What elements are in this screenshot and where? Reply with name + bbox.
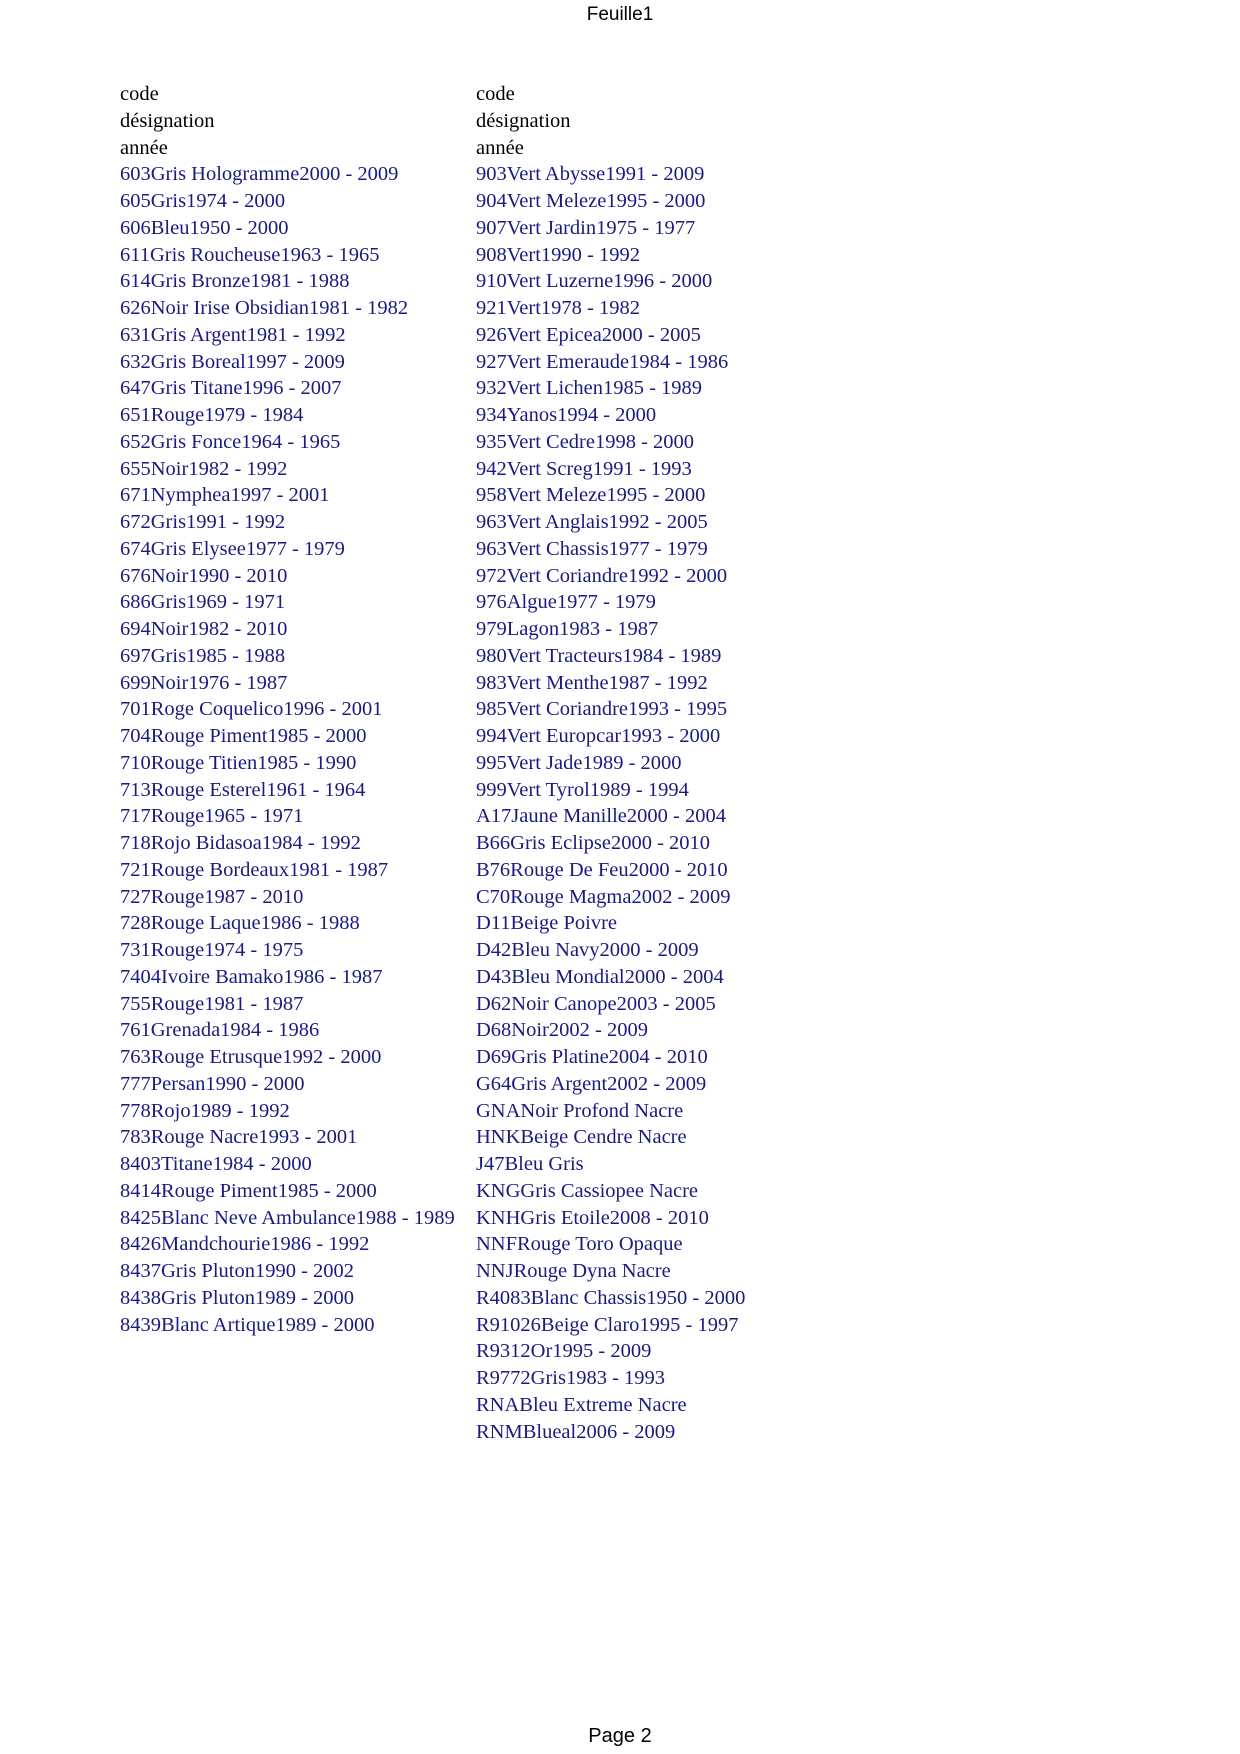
color-code-entry: 963Vert Chassis1977 - 1979 <box>476 537 708 560</box>
color-code-entry: KNGGris Cassiopee Nacre <box>476 1179 699 1202</box>
column-header-code: code <box>476 83 515 105</box>
color-code-entry: R9312Or1995 - 2009 <box>476 1340 652 1363</box>
color-code-entry: 755Rouge1981 - 1987 <box>120 992 304 1015</box>
color-code-entry: 935Vert Cedre1998 - 2000 <box>476 430 695 453</box>
left-column <box>120 81 455 1338</box>
column-header-code: code <box>120 83 159 105</box>
color-code-entry: 783Rouge Nacre1993 - 2001 <box>120 1126 358 1149</box>
color-code-entry: 731Rouge1974 - 1975 <box>120 939 304 961</box>
color-code-entry: 778Rojo1989 - 1992 <box>120 1099 290 1122</box>
color-code-entry: 686Gris1969 - 1971 <box>120 591 286 614</box>
column-header-designation: désignation <box>476 109 571 132</box>
color-code-entry: 632Gris Boreal1997 - 2009 <box>120 350 345 373</box>
color-code-entry: J47Bleu Gris <box>476 1153 584 1175</box>
color-code-entry: 8414Rouge Piment1985 - 2000 <box>120 1179 377 1202</box>
color-code-entry: 647Gris Titane1996 - 2007 <box>120 377 342 400</box>
color-code-entry: 699Noir1976 - 1987 <box>120 671 288 694</box>
color-code-entry: 934Yanos1994 - 2000 <box>476 404 657 426</box>
color-code-entry: 676Noir1990 - 2010 <box>120 564 288 587</box>
color-code-entry: D42Bleu Navy2000 - 2009 <box>476 939 699 961</box>
color-code-entry: 985Vert Coriandre1993 - 1995 <box>476 698 728 721</box>
color-code-entry: 999Vert Tyrol1989 - 1994 <box>476 778 689 801</box>
color-code-entry: NNFRouge Toro Opaque <box>476 1233 683 1256</box>
color-code-entry: 651Rouge1979 - 1984 <box>120 404 304 426</box>
color-code-entry: 701Roge Coquelico1996 - 2001 <box>120 698 383 721</box>
color-code-entry: 8439Blanc Artique1989 - 2000 <box>120 1313 375 1336</box>
color-code-entry: 777Persan1990 - 2000 <box>120 1072 305 1095</box>
right-column <box>476 81 745 1445</box>
color-code-entry: 921Vert1978 - 1982 <box>476 297 640 319</box>
color-code-entry: 674Gris Elysee1977 - 1979 <box>120 537 345 560</box>
color-code-entry: 761Grenada1984 - 1986 <box>120 1019 320 1042</box>
color-code-entry: 8425Blanc Neve Ambulance1988 - 1989 <box>120 1206 455 1229</box>
color-code-entry: 963Vert Anglais1992 - 2005 <box>476 511 708 533</box>
color-code-entry: 908Vert1990 - 1992 <box>476 243 640 266</box>
color-code-entry: 983Vert Menthe1987 - 1992 <box>476 671 708 694</box>
color-code-entry: 694Noir1982 - 2010 <box>120 618 288 640</box>
color-code-entry: 626Noir Irise Obsidian1981 - 1982 <box>120 297 409 319</box>
color-code-entry: D62Noir Canope2003 - 2005 <box>476 992 716 1015</box>
color-code-entry: 704Rouge Piment1985 - 2000 <box>120 725 367 747</box>
color-code-entry: 727Rouge1987 - 2010 <box>120 885 304 908</box>
color-code-entry: 927Vert Emeraude1984 - 1986 <box>476 350 729 373</box>
color-code-entry: B76Rouge De Feu2000 - 2010 <box>476 858 728 881</box>
color-code-entry: 926Vert Epicea2000 - 2005 <box>476 323 701 346</box>
color-code-entry: 907Vert Jardin1975 - 1977 <box>476 216 696 239</box>
color-code-entry: 8426Mandchourie1986 - 1992 <box>120 1233 370 1256</box>
color-code-entry: 611Gris Roucheuse1963 - 1965 <box>120 243 380 266</box>
column-header-designation: désignation <box>120 109 215 132</box>
color-code-entry: HNKBeige Cendre Nacre <box>476 1126 687 1149</box>
color-code-entry: 655Noir1982 - 1992 <box>120 457 288 480</box>
color-code-entry: 652Gris Fonce1964 - 1965 <box>120 430 341 453</box>
color-code-entry: D69Gris Platine2004 - 2010 <box>476 1046 708 1068</box>
color-code-entry: 713Rouge Esterel1961 - 1964 <box>120 778 366 801</box>
column-header-year: année <box>120 136 168 159</box>
color-code-entry: 8437Gris Pluton1990 - 2002 <box>120 1260 355 1282</box>
color-code-entry: 976Algue1977 - 1979 <box>476 591 656 614</box>
color-code-entry: 631Gris Argent1981 - 1992 <box>120 323 346 346</box>
color-code-entry: 717Rouge1965 - 1971 <box>120 805 304 828</box>
color-code-entry: GNANoir Profond Nacre <box>476 1099 684 1122</box>
left-rows-list <box>120 161 455 1338</box>
column-header-year: année <box>476 136 524 159</box>
color-code-entry: 904Vert Meleze1995 - 2000 <box>476 190 706 212</box>
color-code-entry: 603Gris Hologramme2000 - 2009 <box>120 163 399 186</box>
color-code-entry: 942Vert Screg1991 - 1993 <box>476 457 692 480</box>
sheet-title: Feuille1 <box>586 4 654 25</box>
color-code-entry: 903Vert Abysse1991 - 2009 <box>476 163 705 186</box>
color-code-entry: R4083Blanc Chassis1950 - 2000 <box>476 1286 746 1309</box>
color-code-entry: A17Jaune Manille2000 - 2004 <box>476 805 726 828</box>
color-code-entry: 728Rouge Laque1986 - 1988 <box>120 912 360 935</box>
color-code-entry: 718Rojo Bidasoa1984 - 1992 <box>120 832 361 854</box>
color-code-entry: R91026Beige Claro1995 - 1997 <box>476 1313 739 1336</box>
color-code-entry: 972Vert Coriandre1992 - 2000 <box>476 564 728 587</box>
color-code-entry: 606Bleu1950 - 2000 <box>120 216 289 239</box>
color-code-entry: KNHGris Etoile2008 - 2010 <box>476 1206 709 1229</box>
color-code-entry: D43Bleu Mondial2000 - 2004 <box>476 965 724 988</box>
color-code-entry: 671Nymphea1997 - 2001 <box>120 484 330 507</box>
color-code-entry: NNJRouge Dyna Nacre <box>476 1260 671 1282</box>
color-code-entry: 672Gris1991 - 1992 <box>120 511 286 533</box>
color-code-entry: 932Vert Lichen1985 - 1989 <box>476 377 703 400</box>
color-code-entry: 605Gris1974 - 2000 <box>120 190 286 212</box>
color-code-entry: 8438Gris Pluton1989 - 2000 <box>120 1286 355 1309</box>
color-code-entry: B66Gris Eclipse2000 - 2010 <box>476 832 711 854</box>
color-code-entry: 614Gris Bronze1981 - 1988 <box>120 270 350 293</box>
color-code-entry: C70Rouge Magma2002 - 2009 <box>476 885 731 908</box>
color-code-entry: 763Rouge Etrusque1992 - 2000 <box>120 1046 382 1068</box>
color-code-entry: G64Gris Argent2002 - 2009 <box>476 1072 707 1095</box>
color-code-entry: 7404Ivoire Bamako1986 - 1987 <box>120 965 383 988</box>
color-code-entry: 994Vert Europcar1993 - 2000 <box>476 725 721 747</box>
color-code-entry: 958Vert Meleze1995 - 2000 <box>476 484 706 507</box>
color-code-entry: 980Vert Tracteurs1984 - 1989 <box>476 644 722 667</box>
page-number: Page 2 <box>588 1725 652 1747</box>
color-code-entry: 8403Titane1984 - 2000 <box>120 1153 312 1175</box>
color-code-entry: 995Vert Jade1989 - 2000 <box>476 751 682 774</box>
color-code-entry: RNABleu Extreme Nacre <box>476 1393 687 1416</box>
color-code-entry: 979Lagon1983 - 1987 <box>476 618 659 640</box>
color-code-entry: D68Noir2002 - 2009 <box>476 1019 648 1042</box>
color-code-entry: 710Rouge Titien1985 - 1990 <box>120 751 357 774</box>
color-code-entry: R9772Gris1983 - 1993 <box>476 1367 666 1389</box>
color-code-entry: 910Vert Luzerne1996 - 2000 <box>476 270 713 293</box>
color-code-entry: RNMBlueal2006 - 2009 <box>476 1420 676 1443</box>
right-rows-list <box>476 161 745 1445</box>
color-code-entry: D11Beige Poivre <box>476 912 618 935</box>
color-code-entry: 721Rouge Bordeaux1981 - 1987 <box>120 858 389 881</box>
color-code-entry: 697Gris1985 - 1988 <box>120 644 286 667</box>
